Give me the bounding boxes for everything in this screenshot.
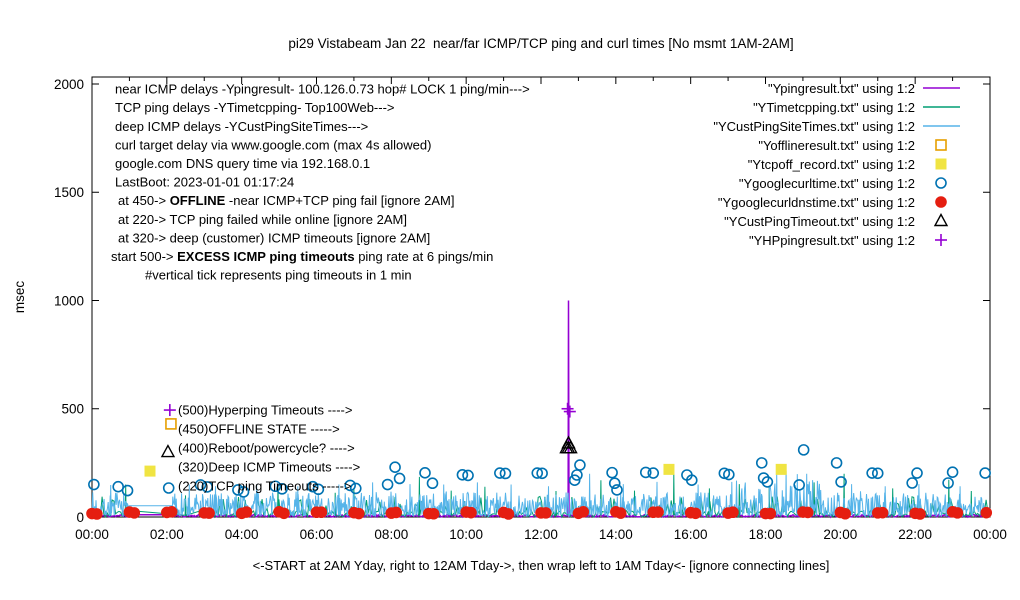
info-line: #vertical tick represents ping timeouts in 1 min <box>145 267 412 283</box>
dot-marker <box>840 508 851 519</box>
circle-marker <box>980 468 990 478</box>
legend-label: "Ytcpoff_record.txt" using 1:2 <box>747 156 915 172</box>
circle-marker <box>612 485 622 495</box>
circle-marker <box>390 462 400 472</box>
dot-marker <box>690 508 701 519</box>
dot-marker <box>615 508 626 519</box>
legend-label: "Ygooglecurltime.txt" using 1:2 <box>738 175 915 191</box>
x-tick-label: 04:00 <box>224 527 259 542</box>
callout-label: (400)Reboot/powercycle? ----> <box>178 440 355 456</box>
circle-marker <box>794 480 804 490</box>
dot-marker <box>653 507 664 518</box>
dot-marker <box>353 508 364 519</box>
x-tick-label: 06:00 <box>299 527 334 542</box>
circle-marker <box>610 478 620 488</box>
y-tick-label: 500 <box>61 401 84 417</box>
dot-marker <box>204 508 215 519</box>
info-line: curl target delay via www.google.com (max 4s allowed) <box>115 137 432 153</box>
y-tick-label: 2000 <box>53 76 84 92</box>
open-square-marker <box>166 419 176 429</box>
circle-marker <box>912 468 922 478</box>
dot-marker <box>166 507 177 518</box>
x-tick-label: 10:00 <box>449 527 484 542</box>
legend-label: "Yofflineresult.txt" using 1:2 <box>758 137 915 153</box>
info-line: LastBoot: 2023-01-01 01:17:24 <box>115 174 295 190</box>
info-line: at 450-> OFFLINE -near ICMP+TCP ping fail [ignore 2AM] <box>118 193 455 209</box>
circle-marker <box>943 478 953 488</box>
callouts <box>144 403 360 494</box>
circle-marker <box>420 468 430 478</box>
dot-marker <box>316 507 327 518</box>
y-tick-label: 1500 <box>53 185 84 201</box>
triangle-marker <box>935 215 947 226</box>
x-tick-label: 02:00 <box>149 527 184 542</box>
dot-marker <box>802 507 813 518</box>
x-tick-label: 14:00 <box>598 527 633 542</box>
circle-marker <box>427 478 437 488</box>
y-tick-label: 1000 <box>53 293 84 309</box>
info-line: google.com DNS query time via 192.168.0.1 <box>115 156 371 171</box>
x-tick-label: 20:00 <box>823 527 858 542</box>
y-tick-label: 0 <box>76 509 84 525</box>
legend-label: "YCustPingTimeout.txt" using 1:2 <box>724 213 915 229</box>
dot-marker <box>728 507 739 518</box>
legend-label: "YHPpingresult.txt" using 1:2 <box>748 232 915 248</box>
x-tick-label: 22:00 <box>898 527 933 542</box>
dot-marker <box>877 507 888 518</box>
info-line: near ICMP delays -Ypingresult- 100.126.0.73 hop# LOCK 1 ping/min---> <box>115 81 530 97</box>
legend-label: "YTimetcpping.txt" using 1:2 <box>753 99 915 115</box>
open-square-marker <box>936 140 946 150</box>
info-line: TCP ping delays -YTimetcpping- Top100Web---> <box>115 100 395 116</box>
circle-marker <box>395 473 405 483</box>
x-axis-caption: <-START at 2AM Yday, right to 12AM Tday->, then wrap left to 1AM Tday<- [ignore connecting lines] <box>252 558 830 573</box>
square-marker <box>663 464 674 475</box>
x-tick-label: 18:00 <box>748 527 783 542</box>
dot-marker <box>466 507 477 518</box>
y-axis-label: msec <box>12 280 27 314</box>
square-marker <box>936 159 947 170</box>
dot-marker <box>541 508 552 519</box>
info-line: at 320-> deep (customer) ICMP timeouts [ignore 2AM] <box>118 230 431 246</box>
dot-marker <box>981 507 992 518</box>
info-block <box>111 82 530 283</box>
circle-marker <box>907 478 917 488</box>
x-tick-label: 00:00 <box>75 527 109 542</box>
legend-label: "Ygooglecurldnstime.txt" using 1:2 <box>717 194 915 210</box>
circle-marker <box>607 468 617 478</box>
legend-label: "Ypingresult.txt" using 1:2 <box>767 80 915 96</box>
chart-title: pi29 Vistabeam Jan 22 near/far ICMP/TCP ping and curl times [No msmt 1AM-2AM] <box>288 36 794 51</box>
dot-marker <box>92 509 103 520</box>
info-line: start 500-> EXCESS ICMP ping timeouts ping rate at 6 pings/min <box>111 249 494 264</box>
circle-marker <box>89 480 99 490</box>
x-tick-label: 12:00 <box>524 527 558 542</box>
circle-marker <box>757 458 767 468</box>
callout-label: (320)Deep ICMP Timeouts ----> <box>178 459 361 475</box>
square-marker <box>776 464 787 475</box>
dot-marker <box>503 509 514 520</box>
dot-marker <box>952 508 963 519</box>
dot-marker <box>936 197 947 208</box>
circle-marker <box>383 480 393 490</box>
callout-label: (450)OFFLINE STATE -----> <box>178 421 340 437</box>
dot-marker <box>428 508 439 519</box>
dot-marker <box>129 508 140 519</box>
dot-marker <box>391 507 402 518</box>
dot-marker <box>578 507 589 518</box>
dot-marker <box>765 508 776 519</box>
circle-marker <box>575 460 585 470</box>
x-tick-label: 00:00 <box>973 527 1007 542</box>
x-tick-label: 16:00 <box>673 527 708 542</box>
x-tick-label: 08:00 <box>374 527 409 542</box>
circle-marker <box>799 445 809 455</box>
triangle-marker <box>162 446 174 457</box>
circle-marker <box>936 178 946 188</box>
dot-marker <box>241 507 252 518</box>
dot-marker <box>279 508 290 519</box>
circle-marker <box>948 467 958 477</box>
circle-marker <box>164 483 174 493</box>
callout-label: (220)TCP ping Timeouts -----> <box>178 478 352 494</box>
circle-marker <box>113 482 123 492</box>
circle-marker <box>832 458 842 468</box>
info-line: deep ICMP delays -YCustPingSiteTimes---> <box>115 118 369 134</box>
legend-label: "YCustPingSiteTimes.txt" using 1:2 <box>713 118 915 134</box>
legend <box>713 81 960 248</box>
dot-marker <box>915 509 926 520</box>
info-line: at 220-> TCP ping failed while online [ignore 2AM] <box>118 211 407 227</box>
circle-marker <box>123 486 133 496</box>
callout-label: (500)Hyperping Timeouts ----> <box>178 402 353 418</box>
circle-marker <box>648 468 658 478</box>
square-marker <box>144 466 155 477</box>
